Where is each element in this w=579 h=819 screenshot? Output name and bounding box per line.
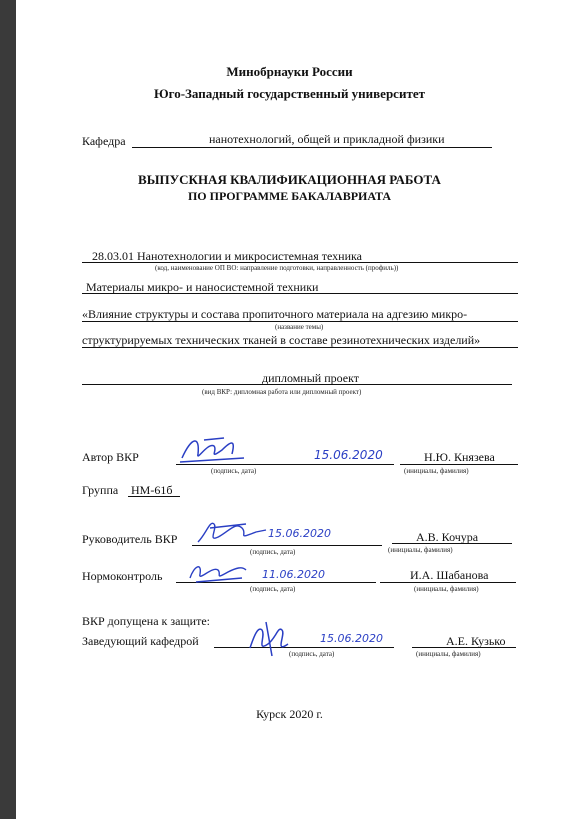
head-name-caption: (инициалы, фамилия) [416,650,481,658]
department-label: Кафедра [82,134,126,148]
document-title: ВЫПУСКНАЯ КВАЛИФИКАЦИОННАЯ РАБОТА [138,172,441,187]
normcontrol-name: И.А. Шабанова [410,568,489,582]
normcontrol-name-caption: (инициалы, фамилия) [414,585,479,593]
group-underline [128,496,180,497]
head-signature-caption: (подпись, дата) [289,650,335,658]
author-name-underline [400,464,518,465]
normcontrol-signature-caption: (подпись, дата) [250,585,296,593]
supervisor-label: Руководитель ВКР [82,532,178,546]
head-name: А.Е. Кузько [446,634,506,648]
work-type-value: дипломный проект [262,371,360,385]
department-value: нанотехнологий, общей и прикладной физики [209,132,445,146]
author-name-caption: (инициалы, фамилия) [404,467,469,475]
normcontrol-label: Нормоконтроль [82,569,163,583]
city-year: Курск 2020 г. [256,707,323,721]
supervisor-name: А.В. Кочура [416,530,479,544]
ministry-name: Минобрнауки России [226,64,353,79]
head-of-department-label: Заведующий кафедрой [82,634,199,648]
author-signature [178,432,250,468]
work-type-caption: (вид ВКР: дипломная работа или дипломный проект) [202,388,362,396]
supervisor-signature-caption: (подпись, дата) [250,548,296,556]
group-label: Группа [82,483,119,497]
scan-edge [0,0,16,819]
normcontrol-name-underline [380,582,516,583]
normcontrol-signature [186,556,250,586]
topic-caption: (название темы) [275,323,324,331]
topic-underline-2 [82,347,518,348]
normcontrol-date: 11.06.2020 [262,568,325,581]
head-signature-line [214,647,394,648]
direction-underline [82,262,518,263]
supervisor-name-caption: (инициалы, фамилия) [388,546,453,554]
profile-underline [82,293,518,294]
author-signature-caption: (подпись, дата) [211,467,257,475]
author-name: Н.Ю. Князева [424,450,495,464]
head-name-underline [412,647,516,648]
author-label: Автор ВКР [82,450,139,464]
supervisor-signature [196,514,270,548]
topic-line-2: структурируемых технических тканей в составе резинотехнических изделий» [82,333,481,347]
supervisor-date: 15.06.2020 [268,527,331,540]
university-name: Юго-Западный государственный университет [154,86,425,101]
author-date: 15.06.2020 [314,448,383,462]
supervisor-name-underline [392,543,512,544]
topic-line-1: «Влияние структуры и состава пропиточного материала на адгезию микро- [82,307,468,321]
topic-underline-1 [82,321,518,322]
admission-label: ВКР допущена к защите: [82,614,210,628]
direction-code-name: 28.03.01 Нанотехнологии и микросистемная техника [92,249,362,263]
profile-value: Материалы микро- и наносистемной техники [86,280,319,294]
group-value: НМ-61б [131,483,173,497]
direction-caption: (код, наименование ОП ВО: направление подготовки, направленность (профиль)) [155,264,399,272]
work-type-underline [82,384,512,385]
document-subtitle: ПО ПРОГРАММЕ БАКАЛАВРИАТА [187,189,392,203]
head-date: 15.06.2020 [320,632,383,645]
department-underline [132,147,492,148]
